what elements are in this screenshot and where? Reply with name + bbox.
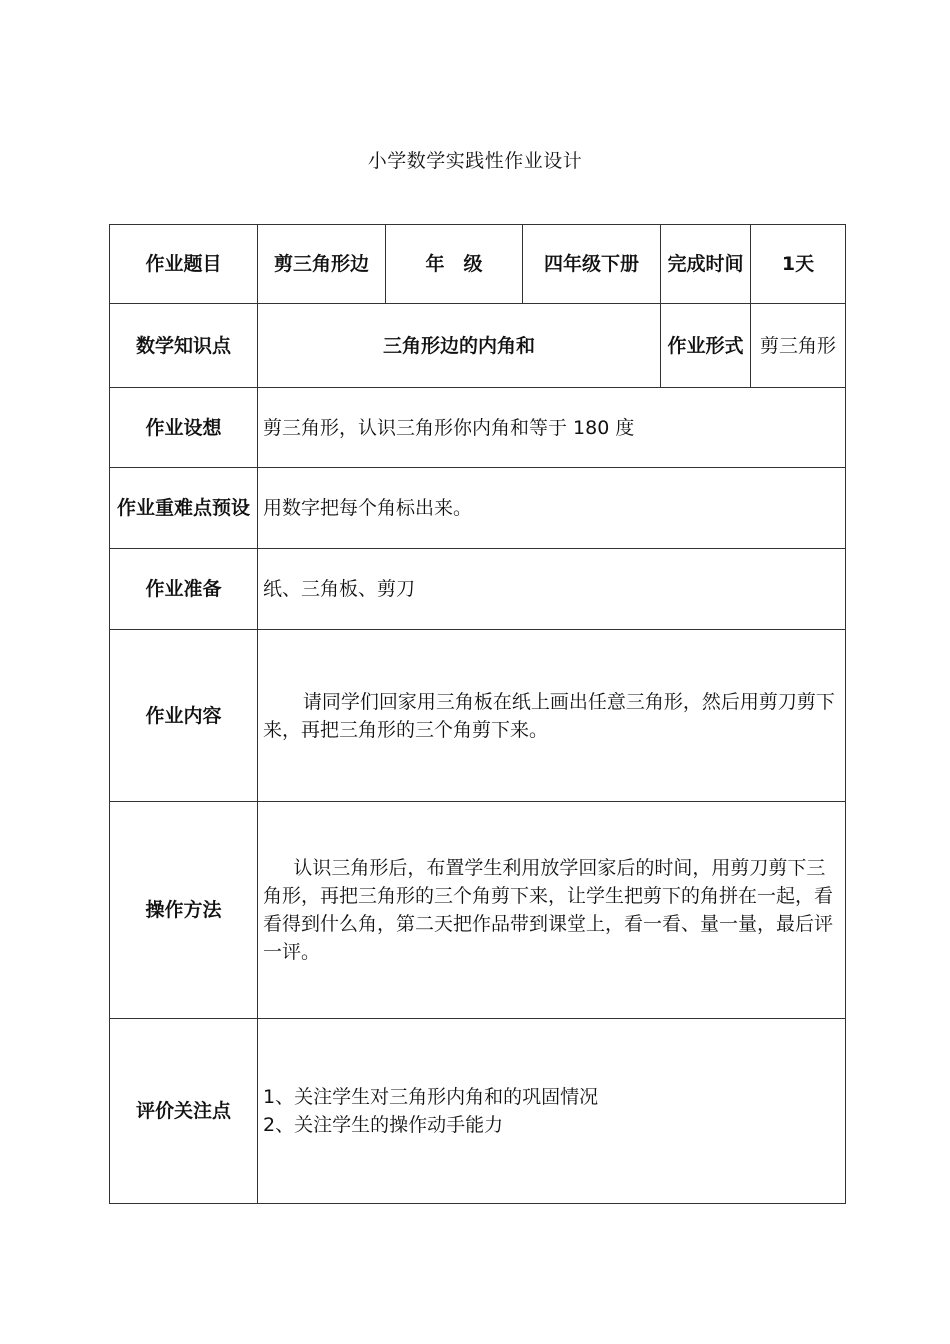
preparation-value: 纸、三角板、剪刀 xyxy=(258,549,846,630)
completion-time-label: 完成时间 xyxy=(661,225,751,304)
content-label: 作业内容 xyxy=(110,630,258,802)
form-value: 剪三角形 xyxy=(751,304,846,388)
document-title: 小学数学实践性作业设计 xyxy=(367,150,583,172)
table-row-knowledge xyxy=(110,304,846,388)
content-paragraph: 请同学们回家用三角板在纸上画出任意三角形，然后用剪刀剪下来，再把三角形的三个角剪下来。 xyxy=(263,690,835,741)
grade-value: 四年级下册 xyxy=(523,225,661,304)
table-row-method xyxy=(110,802,846,1019)
table-row-content xyxy=(110,630,846,802)
table-row-design xyxy=(110,388,846,468)
homework-design-table xyxy=(109,224,846,1204)
difficulty-value: 用数字把每个角标出来。 xyxy=(258,468,846,549)
design-label: 作业设想 xyxy=(110,388,258,468)
topic-label: 作业题目 xyxy=(110,225,258,304)
table-row-difficulty xyxy=(110,468,846,549)
evaluation-cell xyxy=(258,1019,846,1204)
topic-value: 剪三角形边 xyxy=(258,225,386,304)
evaluation-label: 评价关注点 xyxy=(110,1019,258,1204)
table-row-preparation xyxy=(110,549,846,630)
design-value: 剪三角形，认识三角形你内角和等于 180 度 xyxy=(258,388,846,468)
method-paragraph: 认识三角形后，布置学生利用放学回家后的时间，用剪刀剪下三角形，再把三角形的三个角剪下来，让学生把剪下的角拼在一起，看看得到什么角，第二天把作品带到课堂上，看一看、量一量，最后评一评。 xyxy=(263,857,834,963)
content-cell xyxy=(258,630,846,802)
completion-time-value: 1天 xyxy=(751,225,846,304)
method-label: 操作方法 xyxy=(110,802,258,1019)
grade-label: 年 级 xyxy=(386,225,523,304)
difficulty-label: 作业重难点预设 xyxy=(110,468,258,549)
knowledge-label: 数学知识点 xyxy=(110,304,258,388)
knowledge-value: 三角形边的内角和 xyxy=(258,304,661,388)
method-cell xyxy=(258,802,846,1019)
table-row-topic xyxy=(110,225,846,304)
evaluation-item: 2、关注学生的操作动手能力 xyxy=(263,1114,504,1136)
preparation-label: 作业准备 xyxy=(110,549,258,630)
form-label: 作业形式 xyxy=(661,304,751,388)
evaluation-item: 1、关注学生对三角形内角和的巩固情况 xyxy=(263,1086,599,1108)
table-row-evaluation xyxy=(110,1019,846,1204)
